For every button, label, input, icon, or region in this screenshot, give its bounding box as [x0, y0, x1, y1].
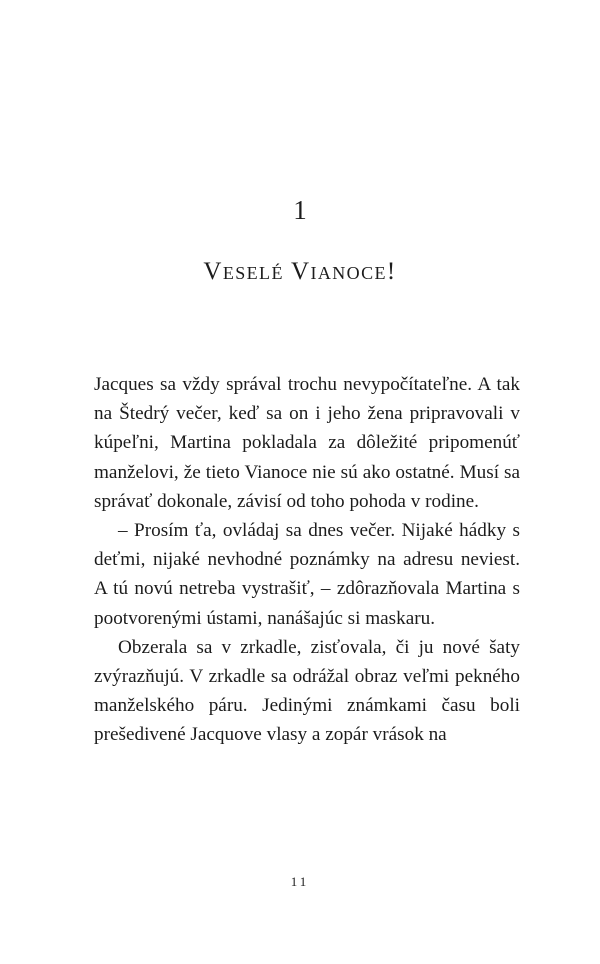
- paragraph: – Prosím ťa, ovládaj sa dnes večer. Nijaké hádky s deťmi, nijaké nevhodné poznámky na adresu neviest. A tú novú netreba vystrašiť, – zdôrazňovala Martina s pootvorenými ústami, nanášajúc si maskaru.: [94, 520, 520, 629]
- chapter-title: Veselé Vianoce!: [203, 258, 397, 285]
- page-number: 11: [290, 874, 310, 889]
- paragraph: Obzerala sa v zrkadle, zisťovala, či ju nové šaty zvýrazňujú. V zrkadle sa odrážal obraz veľmi pekného manželského páru. Jedinými známkami času boli prešedivené Jacquove vlasy a zopár vrások na: [94, 636, 520, 746]
- paragraph: Jacques sa vždy správal trochu nevypočítateľne. A tak na Štedrý večer, keď sa on i jeho žena pripravovali v kúpeľni, Martina pokladala za dôležité pripomenúť manželovi, že tieto Vianoce nie sú ako ostatné. Musí sa správať dokonale, závisí od toho pohoda v rodine.: [94, 374, 520, 512]
- chapter-number: 1: [293, 195, 307, 225]
- body-text: [94, 370, 520, 750]
